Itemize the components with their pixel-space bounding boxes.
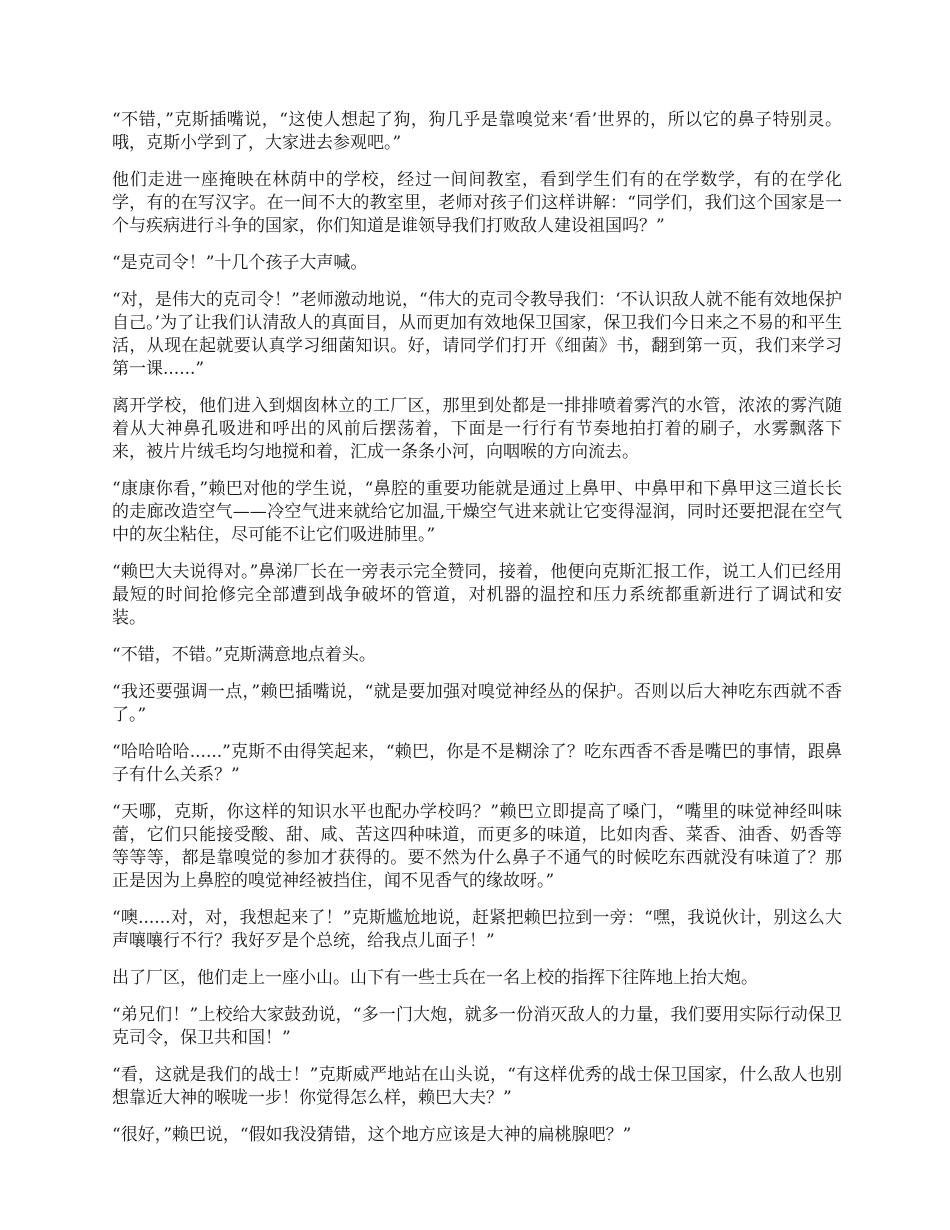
paragraph: 出了厂区，他们走上一座小山。山下有一些士兵在一名上校的指挥下往阵地上抬大炮。 <box>112 968 758 988</box>
paragraph: “我还要强调一点，”赖巴插嘴说，“就是要加强对嗅觉神经丛的保护。否则以后大神吃东西就不香了。” <box>112 682 842 725</box>
paragraph: “很好，”赖巴说，“假如我没猜错，这个地方应该是大神的扁桃腺吧？” <box>112 1125 632 1145</box>
paragraph: “不错，不错。”克斯满意地点着头。 <box>112 645 376 665</box>
paragraph: 离开学校，他们进入到烟囱林立的工厂区，那里到处都是一排排喷着雾汽的水管，浓浓的雾汽随着从大神鼻孔吸进和呼出的风前后摆荡着，下面是一行行有节奏地拍打着的刷子，水雾飘落下来，被片片绒毛均匀地搅和着，汇成一条条小河，向咽喉的方向流去。 <box>112 396 842 462</box>
paragraph: “康康你看，”赖巴对他的学生说，“鼻腔的重要功能就是通过上鼻甲、中鼻甲和下鼻甲这三道长长的走廊改造空气——冷空气进来就给它加温,干燥空气进来就让它变得湿润，同时还要把混在空气中的灰尘粘住，尽可能不让它们吸进肺里。” <box>112 479 842 545</box>
paragraph: “看，这就是我们的战士！”克斯威严地站在山头说，“有这样优秀的战士保卫国家，什么敌人也别想靠近大神的喉咙一步！你觉得怎么样，赖巴大夫？” <box>112 1065 842 1108</box>
paragraph: “不错，”克斯插嘴说，“这使人想起了狗，狗几乎是靠嗅觉来‘看’世界的，所以它的鼻子特别灵。哦，克斯小学到了，大家进去参观吧。” <box>112 110 842 153</box>
paragraph: “是克司令！”十几个孩子大声喊。 <box>112 253 368 273</box>
paragraph: “对，是伟大的克司令！”老师激动地说，“伟大的克司令教导我们：‘不认识敌人就不能有效地保护自己。’为了让我们认清敌人的真面目，从而更加有效地保卫国家，保卫我们今日来之不易的和平生活，从现在起就要认真学习细菌知识。好，请同学们打开《细菌》书，翻到第一页，我们来学习第一课......” <box>112 290 842 379</box>
paragraph: “赖巴大夫说得对。”鼻涕厂长在一旁表示完全赞同，接着，他便向克斯汇报工作，说工人们已经用最短的时间抢修完全部遭到战争破坏的管道，对机器的温控和压力系统都重新进行了调试和安装。 <box>112 562 842 628</box>
paragraph: “弟兄们！”上校给大家鼓劲说，“多一门大炮，就多一份消灭敌人的力量，我们要用实际行动保卫克司令，保卫共和国！” <box>112 1005 842 1048</box>
document-body <box>112 109 842 1161</box>
paragraph: “天哪，克斯，你这样的知识水平也配办学校吗？”赖巴立即提高了嗓门，“嘴里的味觉神经叫味蕾，它们只能接受酸、甜、咸、苦这四种味道，而更多的味道，比如肉香、菜香、油香、奶香等等等等，都是靠嗅觉的参加才获得的。要不然为什么鼻子不通气的时候吃东西就没有味道了？那正是因为上鼻腔的嗅觉神经被挡住，闻不见香气的缘故呀。” <box>112 802 842 891</box>
paragraph: “噢......对，对，我想起来了！”克斯尴尬地说，赶紧把赖巴拉到一旁：“嘿，我说伙计，别这么大声嚷嚷行不行？我好歹是个总统，给我点儿面子！” <box>112 908 842 951</box>
paragraph: 他们走进一座掩映在林荫中的学校，经过一间间教室，看到学生们有的在学数学，有的在学化学，有的在写汉字。在一间不大的教室里，老师对孩子们这样讲解：“同学们，我们这个国家是一个与疾病进行斗争的国家，你们知道是谁领导我们打败敌人建设祖国吗？” <box>112 170 842 236</box>
paragraph: “哈哈哈哈......”克斯不由得笑起来，“赖巴，你是不是糊涂了？吃东西香不香是嘴巴的事情，跟鼻子有什么关系？” <box>112 742 842 785</box>
